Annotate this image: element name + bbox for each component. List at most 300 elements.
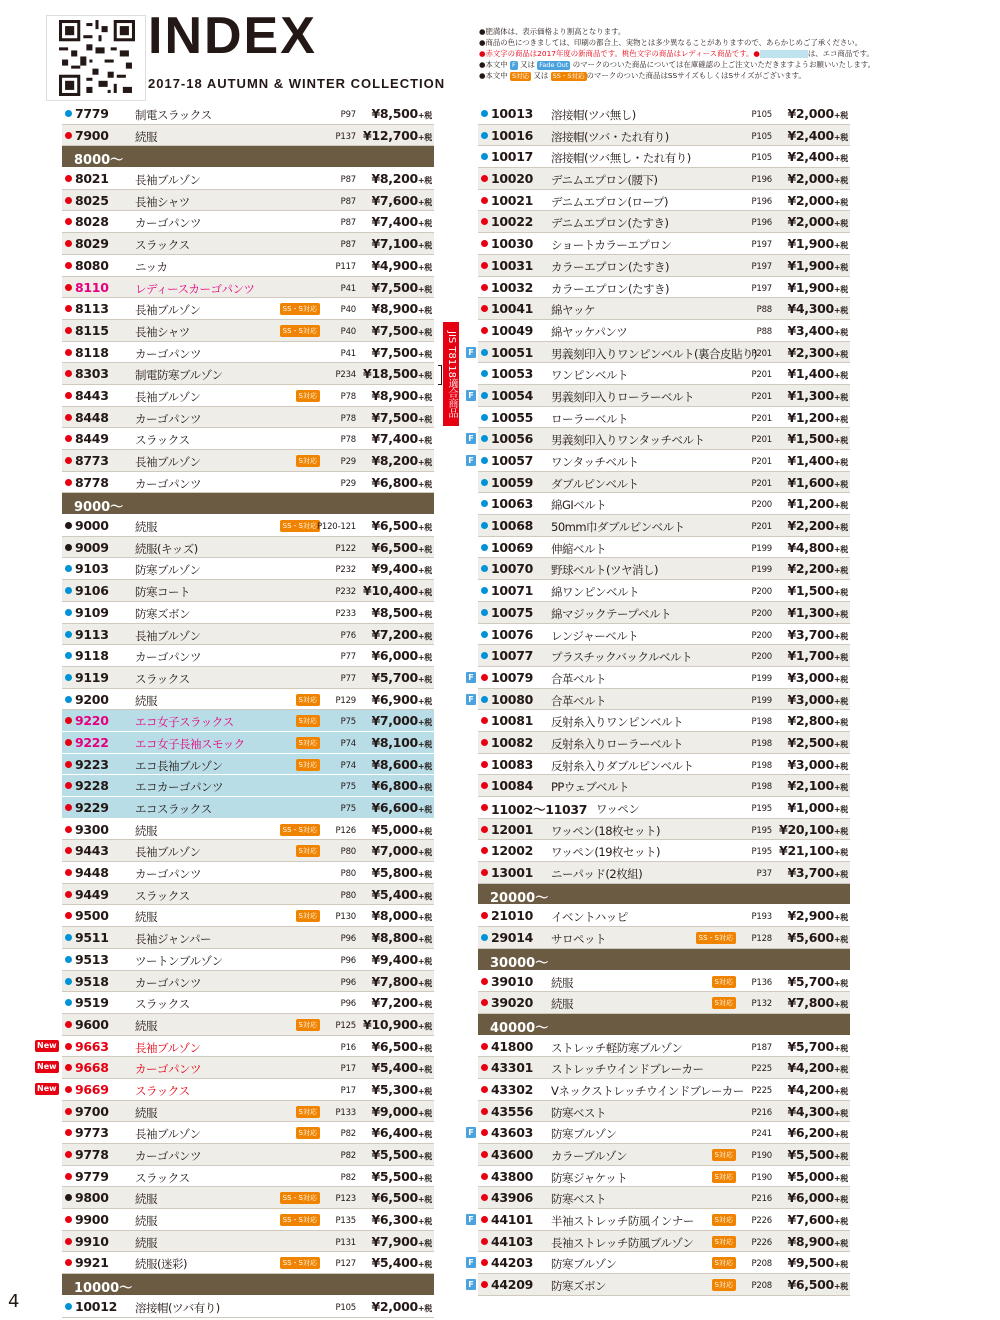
- index-row[interactable]: [62, 363, 434, 385]
- item-price: [787, 1147, 848, 1162]
- page-ref: P131: [335, 1237, 356, 1248]
- bullet-dot-icon: [65, 652, 72, 659]
- f-mark-icon: F: [466, 1279, 476, 1290]
- item-code: 10017: [491, 149, 533, 165]
- tax-suffix: +税: [833, 1217, 848, 1227]
- bullet-dot-icon: [65, 1129, 72, 1136]
- index-row[interactable]: [62, 1101, 434, 1123]
- price-value: ¥7,500: [371, 409, 418, 425]
- bullet-dot-icon: [481, 1238, 488, 1245]
- index-row[interactable]: [62, 971, 434, 993]
- tax-suffix: +税: [833, 1260, 848, 1270]
- page-ref: P225: [751, 1064, 772, 1075]
- item-code: 10057: [491, 453, 533, 468]
- page-ref: P75: [340, 782, 356, 793]
- bullet-dot-icon: [65, 1151, 72, 1158]
- bullet-dot-icon: [481, 500, 488, 507]
- index-row[interactable]: [478, 1144, 850, 1166]
- item-price: [787, 410, 848, 425]
- item-name: 続服(迷彩): [135, 1257, 187, 1272]
- item-code: 12001: [491, 821, 533, 837]
- price-value: ¥3,000: [787, 691, 834, 707]
- page-ref: P198: [751, 717, 772, 728]
- size-badge: S対応: [296, 1106, 320, 1118]
- bullet-dot-icon: [65, 544, 72, 551]
- index-row[interactable]: [37, 1057, 434, 1079]
- page-ref: P190: [751, 1151, 772, 1161]
- index-row[interactable]: [478, 797, 850, 819]
- index-row[interactable]: [478, 298, 850, 320]
- index-row[interactable]: [62, 450, 434, 472]
- index-row[interactable]: [478, 407, 850, 429]
- f-mark-icon: F: [466, 694, 476, 705]
- item-code: 13001: [491, 865, 533, 881]
- page-ref: P199: [751, 673, 772, 684]
- index-row[interactable]: [37, 1079, 434, 1101]
- tax-suffix: +税: [417, 458, 432, 467]
- index-row[interactable]: [62, 1231, 434, 1253]
- index-row[interactable]: [62, 190, 434, 212]
- tax-suffix: +税: [833, 349, 848, 359]
- item-price: [787, 323, 848, 338]
- index-row[interactable]: [468, 667, 850, 689]
- index-row[interactable]: [62, 797, 434, 819]
- page-ref: P193: [751, 912, 772, 923]
- item-name: 綿GIベルト: [551, 498, 607, 513]
- index-row[interactable]: [478, 862, 850, 884]
- price-value: ¥20,100: [779, 821, 834, 837]
- index-row[interactable]: [478, 905, 850, 927]
- bullet-dot-icon: [481, 1216, 488, 1223]
- index-row[interactable]: [478, 580, 850, 602]
- section-header: 40000〜: [478, 1014, 850, 1036]
- page-ref: P196: [751, 196, 772, 207]
- bullet-dot-icon: [65, 1194, 72, 1201]
- item-code: 9000: [75, 518, 109, 534]
- index-row[interactable]: [478, 103, 850, 125]
- index-row[interactable]: [62, 558, 434, 580]
- bullet-dot-icon: [481, 912, 488, 919]
- index-row[interactable]: [62, 342, 434, 364]
- item-price: [371, 431, 432, 446]
- index-row[interactable]: [62, 1252, 434, 1274]
- eco-swatch: [760, 50, 808, 58]
- index-row[interactable]: [468, 1209, 850, 1231]
- bullet-dot-icon: [481, 609, 488, 616]
- bullet-dot-icon: [481, 522, 488, 529]
- item-name: 長袖ブルゾン: [135, 455, 201, 469]
- index-row[interactable]: [62, 754, 434, 776]
- item-name: エコスラックス: [135, 802, 212, 816]
- index-row[interactable]: [62, 298, 434, 320]
- item-price: [787, 236, 848, 251]
- bullet-dot-icon: [481, 305, 488, 312]
- tax-suffix: +税: [833, 826, 848, 836]
- page-ref: P199: [751, 695, 772, 706]
- index-row[interactable]: [478, 754, 850, 776]
- item-price: [371, 974, 432, 989]
- index-row[interactable]: [62, 472, 434, 494]
- item-price: [371, 1169, 432, 1184]
- qr-code[interactable]: [46, 15, 146, 101]
- tax-suffix: +税: [417, 241, 432, 251]
- item-code: 8029: [75, 236, 109, 252]
- bullet-dot-icon: [65, 1238, 72, 1245]
- index-row[interactable]: [62, 1296, 434, 1318]
- item-code: 9118: [75, 648, 109, 664]
- index-row[interactable]: [478, 515, 850, 537]
- index-row[interactable]: [62, 168, 434, 190]
- price-value: ¥1,900: [787, 279, 834, 295]
- page-ref: P201: [751, 457, 772, 467]
- price-value: ¥7,000: [371, 713, 418, 729]
- index-row[interactable]: [468, 428, 850, 450]
- item-code: 7900: [75, 127, 109, 143]
- size-badge: S対応: [712, 1171, 736, 1183]
- index-row[interactable]: [468, 342, 850, 364]
- page-ref: P80: [340, 890, 356, 901]
- bullet-dot-icon: [481, 1064, 488, 1071]
- index-row[interactable]: [478, 558, 850, 580]
- item-name: 防寒ジャケット: [551, 1170, 628, 1185]
- price-value: ¥2,000: [787, 171, 834, 187]
- index-column-left: [37, 103, 434, 1318]
- page-ref: P136: [751, 977, 772, 988]
- index-row[interactable]: [478, 1101, 850, 1123]
- price-value: ¥7,800: [371, 973, 418, 989]
- tax-suffix: +税: [833, 306, 848, 316]
- price-value: ¥6,200: [787, 1125, 834, 1141]
- page-ref: P198: [751, 782, 772, 793]
- item-price: [371, 778, 432, 793]
- index-row[interactable]: [478, 363, 850, 385]
- item-price: [371, 1190, 432, 1205]
- price-value: ¥8,900: [371, 301, 418, 317]
- item-price: [787, 388, 848, 403]
- tax-suffix: +税: [833, 1173, 848, 1183]
- price-value: ¥2,200: [787, 518, 834, 534]
- size-badge: S対応: [712, 1236, 736, 1248]
- new-mark-icon: New: [37, 1040, 57, 1050]
- item-price: [371, 692, 432, 707]
- index-row[interactable]: [468, 385, 850, 407]
- item-price: [371, 1039, 432, 1054]
- item-name: ワンタッチベルト: [551, 455, 639, 469]
- page-number: 4: [8, 1291, 20, 1312]
- item-code: 10059: [491, 474, 533, 490]
- page-ref: P80: [340, 869, 356, 880]
- page-ref: P17: [340, 1064, 356, 1075]
- item-code: 10076: [491, 626, 533, 642]
- index-row[interactable]: [62, 428, 434, 450]
- index-row[interactable]: [478, 472, 850, 494]
- page-ref: P80: [340, 847, 356, 858]
- item-name: 反射糸入りダブルピンベルト: [551, 758, 694, 773]
- index-row[interactable]: [478, 840, 850, 862]
- note-text: のマークのついた商品については在庫確認の上ご注文いただきますようお願いいたします。: [572, 60, 875, 69]
- item-code: 9222: [75, 734, 109, 750]
- index-row[interactable]: [62, 624, 434, 646]
- item-code: 9910: [75, 1233, 109, 1249]
- size-badge: S対応: [712, 997, 736, 1009]
- index-row[interactable]: [478, 1079, 850, 1101]
- index-row[interactable]: [468, 1274, 850, 1296]
- section-header: 10000〜: [62, 1274, 434, 1296]
- index-row[interactable]: [478, 277, 850, 299]
- index-row[interactable]: [62, 602, 434, 624]
- item-price: [787, 496, 848, 511]
- index-row[interactable]: [478, 775, 850, 797]
- page-ref: P201: [751, 478, 772, 489]
- item-code: 10022: [491, 214, 533, 230]
- index-row[interactable]: [478, 971, 850, 993]
- index-row[interactable]: [478, 211, 850, 233]
- item-code: 10082: [491, 734, 533, 750]
- tax-suffix: +税: [417, 653, 432, 663]
- bullet-dot-icon: [481, 1281, 488, 1288]
- index-row[interactable]: [62, 255, 434, 277]
- index-row[interactable]: [62, 1209, 434, 1231]
- index-row[interactable]: [478, 1187, 850, 1209]
- index-row[interactable]: [62, 775, 434, 797]
- new-mark-icon: New: [37, 1062, 57, 1072]
- tax-suffix: +税: [833, 262, 848, 272]
- price-value: ¥4,800: [787, 539, 834, 555]
- tax-suffix: +税: [833, 1238, 848, 1248]
- index-row[interactable]: [478, 819, 850, 841]
- bullet-dot-icon: [65, 175, 72, 182]
- item-code: 9669: [75, 1081, 109, 1097]
- page-ref: P96: [340, 999, 356, 1010]
- index-row[interactable]: [62, 1187, 434, 1209]
- bullet-dot-icon: [65, 609, 72, 616]
- index-row[interactable]: [478, 146, 850, 168]
- index-row[interactable]: [62, 1122, 434, 1144]
- item-price: [787, 995, 848, 1010]
- tax-suffix: +税: [833, 371, 848, 381]
- item-price: [787, 1234, 848, 1249]
- item-code: 43600: [491, 1147, 533, 1162]
- tax-suffix: +税: [833, 479, 848, 489]
- index-row[interactable]: [478, 125, 850, 147]
- size-badge: S対応: [296, 715, 320, 727]
- index-row[interactable]: [468, 1252, 850, 1274]
- price-value: ¥7,600: [787, 1212, 834, 1228]
- bullet-dot-icon: [65, 869, 72, 876]
- index-row[interactable]: [478, 710, 850, 732]
- price-value: ¥9,400: [371, 561, 418, 577]
- index-row[interactable]: [468, 450, 850, 472]
- tax-suffix: +税: [833, 609, 848, 619]
- item-price: [371, 757, 432, 772]
- f-mark-icon: F: [466, 1257, 476, 1268]
- page-ref: P82: [340, 1151, 356, 1161]
- index-row[interactable]: [62, 233, 434, 255]
- index-row[interactable]: [62, 862, 434, 884]
- item-code: 9449: [75, 886, 109, 902]
- page-ref: P105: [751, 153, 772, 164]
- page-ref: P199: [751, 565, 772, 576]
- item-name: スラックス: [135, 888, 190, 903]
- index-row[interactable]: [62, 710, 434, 732]
- price-value: ¥1,200: [787, 409, 834, 425]
- index-row[interactable]: [62, 992, 434, 1014]
- index-row[interactable]: [62, 580, 434, 602]
- index-row[interactable]: [478, 255, 850, 277]
- index-row[interactable]: [62, 277, 434, 299]
- page-ref: P226: [751, 1216, 772, 1227]
- tax-suffix: +税: [833, 978, 848, 988]
- index-row[interactable]: [478, 602, 850, 624]
- index-row[interactable]: [62, 667, 434, 689]
- tax-suffix: +税: [417, 1303, 432, 1313]
- index-row[interactable]: [62, 905, 434, 927]
- item-price: [371, 475, 432, 490]
- bullet-dot-icon: [65, 978, 72, 985]
- index-row[interactable]: [62, 515, 434, 537]
- item-price: [787, 128, 848, 143]
- index-row[interactable]: [62, 407, 434, 429]
- index-row[interactable]: [478, 190, 850, 212]
- bullet-dot-icon: [481, 218, 488, 225]
- price-value: ¥2,500: [787, 734, 834, 750]
- index-row[interactable]: [62, 949, 434, 971]
- item-name: 溶接帽(ツバ無し・たれ有り): [551, 151, 691, 166]
- tax-suffix: +税: [833, 1086, 848, 1096]
- index-row[interactable]: [478, 732, 850, 754]
- index-row[interactable]: [62, 1144, 434, 1166]
- index-row[interactable]: [62, 927, 434, 949]
- index-row[interactable]: [37, 1036, 434, 1058]
- tax-suffix: +税: [417, 761, 432, 771]
- index-row[interactable]: [62, 1014, 434, 1036]
- index-row[interactable]: [62, 385, 434, 407]
- page-ref: P132: [751, 999, 772, 1010]
- tax-suffix: +税: [833, 458, 848, 467]
- tax-suffix: +税: [833, 414, 848, 424]
- index-row[interactable]: [62, 884, 434, 906]
- page-ref: P201: [751, 370, 772, 381]
- page-subtitle: 2017-18 AUTUMN & WINTER COLLECTION: [148, 76, 446, 91]
- index-row[interactable]: [478, 168, 850, 190]
- item-code: 43556: [491, 1103, 533, 1119]
- item-name: 男義刻印入りローラーベルト: [551, 389, 694, 404]
- item-name: デニムエプロン(たすき): [551, 216, 669, 231]
- item-code: 43800: [491, 1168, 533, 1184]
- index-row[interactable]: [62, 537, 434, 559]
- item-name: 溶接帽(ツバ・たれ有り): [551, 129, 669, 144]
- size-badge: SS・S対応: [280, 1192, 320, 1204]
- bullet-dot-icon: [481, 240, 488, 247]
- f-mark-icon: F: [466, 455, 476, 466]
- index-row[interactable]: [478, 1166, 850, 1188]
- price-value: ¥12,700: [363, 127, 418, 143]
- index-row[interactable]: [478, 1231, 850, 1253]
- page-ref: P97: [340, 110, 356, 120]
- index-row[interactable]: [62, 320, 434, 342]
- index-row[interactable]: [478, 992, 850, 1014]
- index-row[interactable]: [478, 493, 850, 515]
- tax-suffix: +税: [833, 1065, 848, 1075]
- index-row[interactable]: [468, 1122, 850, 1144]
- price-value: ¥5,300: [371, 1081, 418, 1097]
- index-row[interactable]: [62, 125, 434, 147]
- index-row[interactable]: [478, 1057, 850, 1079]
- index-row[interactable]: [478, 645, 850, 667]
- item-code: 10031: [491, 257, 533, 273]
- tax-suffix: +税: [833, 718, 848, 728]
- item-name: 防寒ブルゾン: [551, 1127, 617, 1142]
- page-ref: P87: [340, 196, 356, 207]
- bullet-dot-icon: [65, 782, 72, 789]
- page-ref: P198: [751, 738, 772, 749]
- tax-suffix: +税: [417, 327, 432, 337]
- page-ref: P82: [340, 1129, 356, 1140]
- index-row[interactable]: [62, 689, 434, 711]
- index-row[interactable]: [468, 689, 850, 711]
- index-row[interactable]: [478, 233, 850, 255]
- tax-suffix: +税: [833, 566, 848, 576]
- tax-suffix: +税: [833, 436, 848, 446]
- item-name: 長袖ブルゾン: [135, 628, 201, 643]
- size-badge: S対応: [712, 1257, 736, 1269]
- index-row[interactable]: [478, 537, 850, 559]
- item-price: [371, 388, 432, 403]
- page-ref: P41: [340, 283, 356, 294]
- tax-suffix: +税: [417, 783, 432, 793]
- item-code: 7779: [75, 106, 109, 121]
- item-code: 9779: [75, 1168, 109, 1184]
- tax-suffix: +税: [833, 1130, 848, 1140]
- index-row[interactable]: [62, 840, 434, 862]
- f-mark-icon: F: [511, 60, 516, 69]
- price-value: ¥2,000: [787, 106, 834, 121]
- item-name: ニーパッド(2枚組): [551, 867, 643, 882]
- tax-suffix: +税: [417, 1238, 432, 1248]
- item-code: 39010: [491, 973, 533, 989]
- item-code: 8025: [75, 192, 109, 208]
- index-row[interactable]: [62, 819, 434, 841]
- index-row[interactable]: [62, 103, 434, 125]
- index-row[interactable]: [62, 211, 434, 233]
- item-name: カーゴパンツ: [135, 411, 201, 426]
- index-row[interactable]: [478, 624, 850, 646]
- note-line: [479, 70, 949, 81]
- item-code: 9223: [75, 756, 109, 772]
- item-name: 長袖ストレッチ防風ブルゾン: [551, 1235, 694, 1250]
- index-row[interactable]: [62, 645, 434, 667]
- item-name: PPウェブベルト: [551, 780, 629, 795]
- item-price: [371, 236, 432, 251]
- page-ref: P197: [751, 240, 772, 251]
- page-ref: P74: [340, 738, 356, 749]
- page-ref: P190: [751, 1172, 772, 1183]
- item-code: 43302: [491, 1081, 533, 1097]
- item-price: [787, 605, 848, 620]
- index-row[interactable]: [478, 1036, 850, 1058]
- index-row[interactable]: [62, 1166, 434, 1188]
- item-name: 反射糸入りワンピンベルト: [551, 715, 683, 730]
- item-code: 8110: [75, 279, 109, 295]
- tax-suffix: +税: [417, 544, 432, 554]
- price-value: ¥6,300: [371, 1212, 418, 1228]
- price-value: ¥2,300: [787, 344, 834, 360]
- index-row[interactable]: [62, 732, 434, 754]
- index-row[interactable]: [478, 927, 850, 949]
- index-row[interactable]: [478, 320, 850, 342]
- page-ref: P87: [340, 175, 356, 186]
- item-code: 10051: [491, 344, 533, 360]
